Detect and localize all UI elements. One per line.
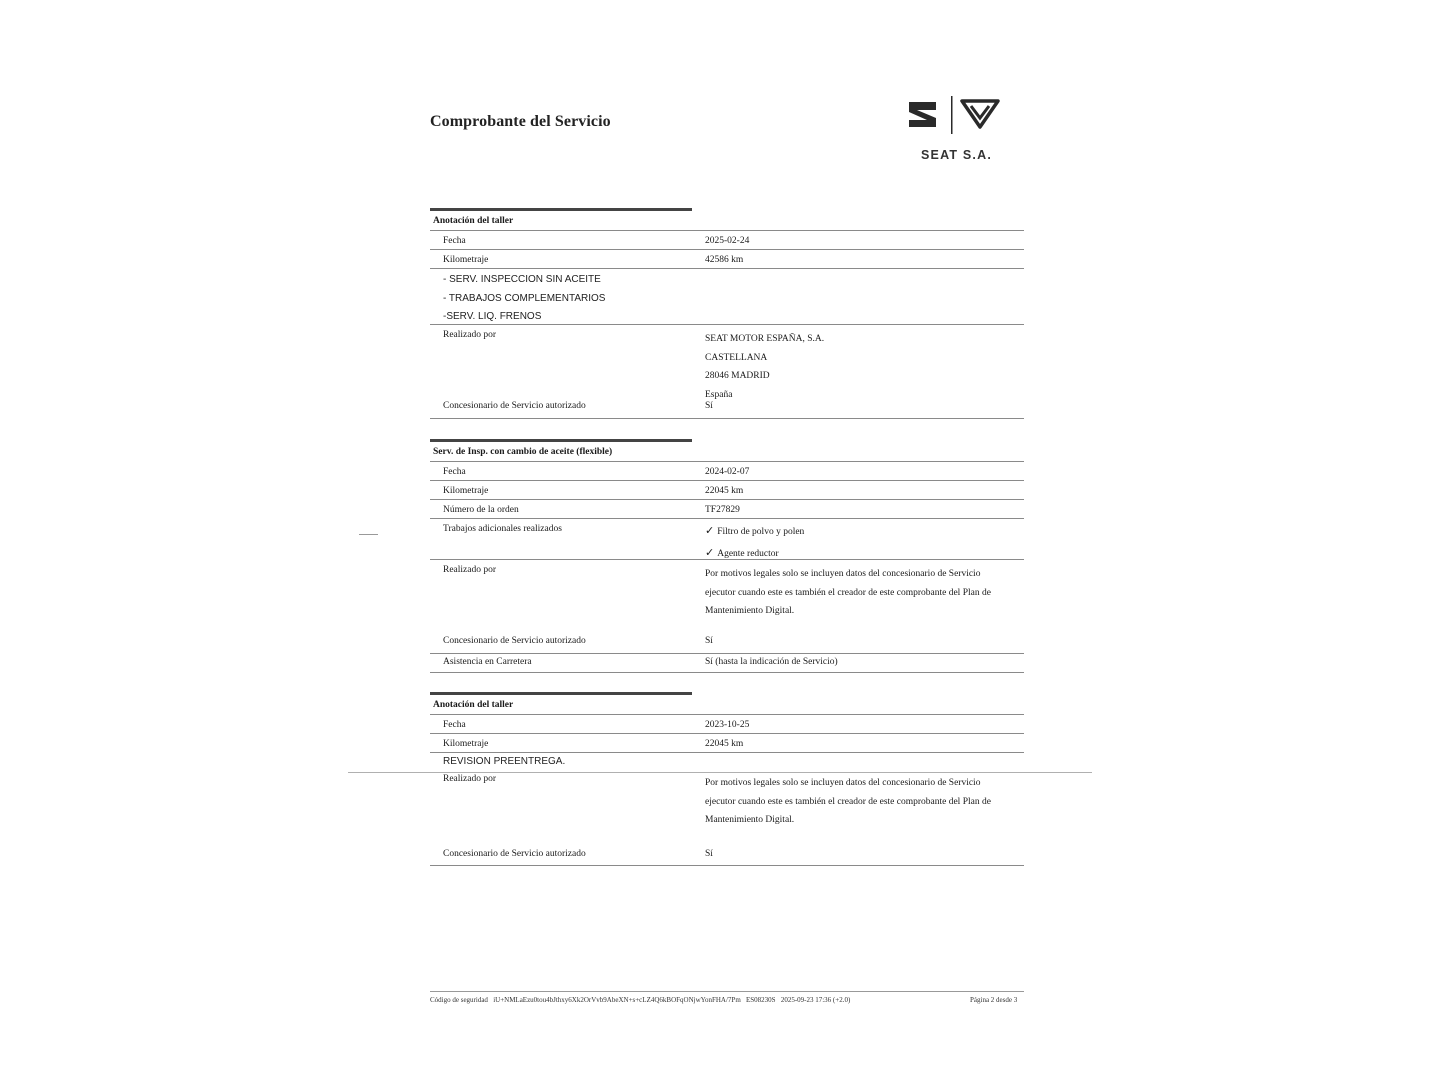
row-service-items [430,753,1024,771]
legal-note-line: Por motivos legales solo se incluyen datos del concesionario de Servicio [705,569,981,579]
address-line: 28046 MADRID [705,371,770,381]
page-number: Página 2 desde 3 [970,996,1018,1004]
scan-artifact-dash [359,534,378,535]
row-trabajos [430,519,1024,560]
section-bar [430,692,692,695]
section-title: Anotación del taller [430,213,1024,231]
km-label: Kilometraje [443,486,489,496]
scan-artifact-line [348,772,1092,773]
row-asistencia [430,654,1024,673]
row-concesionario [430,399,1024,419]
row-orden [430,500,1024,519]
row-realizado-por [430,771,1024,846]
concesionario-value: Sí [705,401,713,411]
km-label: Kilometraje [443,739,489,749]
km-label: Kilometraje [443,255,489,265]
concesionario-value: Sí [705,636,713,646]
legal-note-line: Mantenimiento Digital. [705,815,795,825]
legal-note-line: Por motivos legales solo se incluyen datos del concesionario de Servicio [705,778,981,788]
service-item: -SERV. LIQ. FRENOS [443,311,542,322]
realizado-label: Realizado por [443,565,497,575]
section-bar [430,439,692,442]
service-item: - TRABAJOS COMPLEMENTARIOS [443,292,606,304]
fecha-value: 2024-02-07 [705,467,750,477]
section-title: Serv. de Insp. con cambio de aceite (flexible) [430,444,1024,462]
legal-note-line: Mantenimiento Digital. [705,606,795,616]
section-bar [430,208,692,211]
checkmark-icon: ✓ [705,524,715,537]
row-kilometraje [430,250,1024,269]
workshop-entry-2025 [430,208,1024,419]
checkmark-icon: ✓ [705,545,715,559]
row-service-items [430,269,1024,325]
fecha-label: Fecha [443,720,466,730]
row-kilometraje [430,481,1024,500]
row-realizado-por [430,325,1024,399]
inspection-entry-2024 [430,439,1024,673]
fecha-label: Fecha [443,236,466,246]
row-fecha [430,462,1024,481]
security-code: iU+NMLaEzu0tou4bJthxy6Xk2OrVvb9AbeXN+s+cLZ4Q6kBOFqONjwYonFHA/7Pm [493,996,741,1004]
document-code: ES08230S [746,996,776,1004]
fecha-label: Fecha [443,467,466,477]
row-realizado-por [430,560,1024,634]
page-title: Comprobante del Servicio [430,113,611,130]
km-value: 22045 km [705,739,744,749]
fecha-value: 2023-10-25 [705,720,750,730]
legal-note-line: ejecutor cuando este es también el creador de este comprobante del Plan de [705,587,991,598]
company-name: SEAT S.A. [921,148,992,162]
concesionario-label: Concesionario de Servicio autorizado [443,401,586,411]
km-value: 22045 km [705,486,744,496]
address-line: España [705,389,733,400]
legal-note-line: ejecutor cuando este es también el creador de este comprobante del Plan de [705,796,991,807]
trabajo-item: ✓ Agente reductor [705,545,779,559]
concesionario-label: Concesionario de Servicio autorizado [443,849,586,859]
security-label: Código de seguridad [430,996,488,1004]
address-line: SEAT MOTOR ESPAÑA, S.A. [705,334,825,344]
row-concesionario [430,634,1024,654]
seat-logo-icon [909,102,936,127]
orden-label: Número de la orden [443,505,519,515]
service-item: - SERV. INSPECCION SIN ACEITE [443,274,601,285]
realizado-label: Realizado por [443,774,497,784]
trabajos-label: Trabajos adicionales realizados [443,524,562,534]
row-kilometraje [430,734,1024,753]
row-fecha [430,231,1024,250]
realizado-label: Realizado por [443,330,497,340]
workshop-entry-2023 [430,692,1024,866]
logo-divider [951,96,953,134]
generated-timestamp: 2025-09-23 17:36 (+2.0) [780,996,851,1004]
footer-rule [430,991,1024,992]
row-fecha [430,715,1024,734]
asistencia-label: Asistencia en Carretera [443,657,532,667]
row-concesionario [430,846,1024,866]
footer-security [430,996,850,1004]
trabajo-item: ✓ Filtro de polvo y polen [705,524,805,537]
section-title: Anotación del taller [430,697,1024,715]
km-value: 42586 km [705,255,744,265]
service-item: REVISION PREENTREGA. [443,756,566,767]
fecha-value: 2025-02-24 [705,236,750,246]
asistencia-value: Sí (hasta la indicación de Servicio) [705,657,838,667]
orden-value: TF27829 [705,505,740,515]
cupra-logo-icon [962,101,998,127]
address-line: CASTELLANA [705,352,768,363]
concesionario-label: Concesionario de Servicio autorizado [443,636,586,646]
concesionario-value: Sí [705,849,713,859]
